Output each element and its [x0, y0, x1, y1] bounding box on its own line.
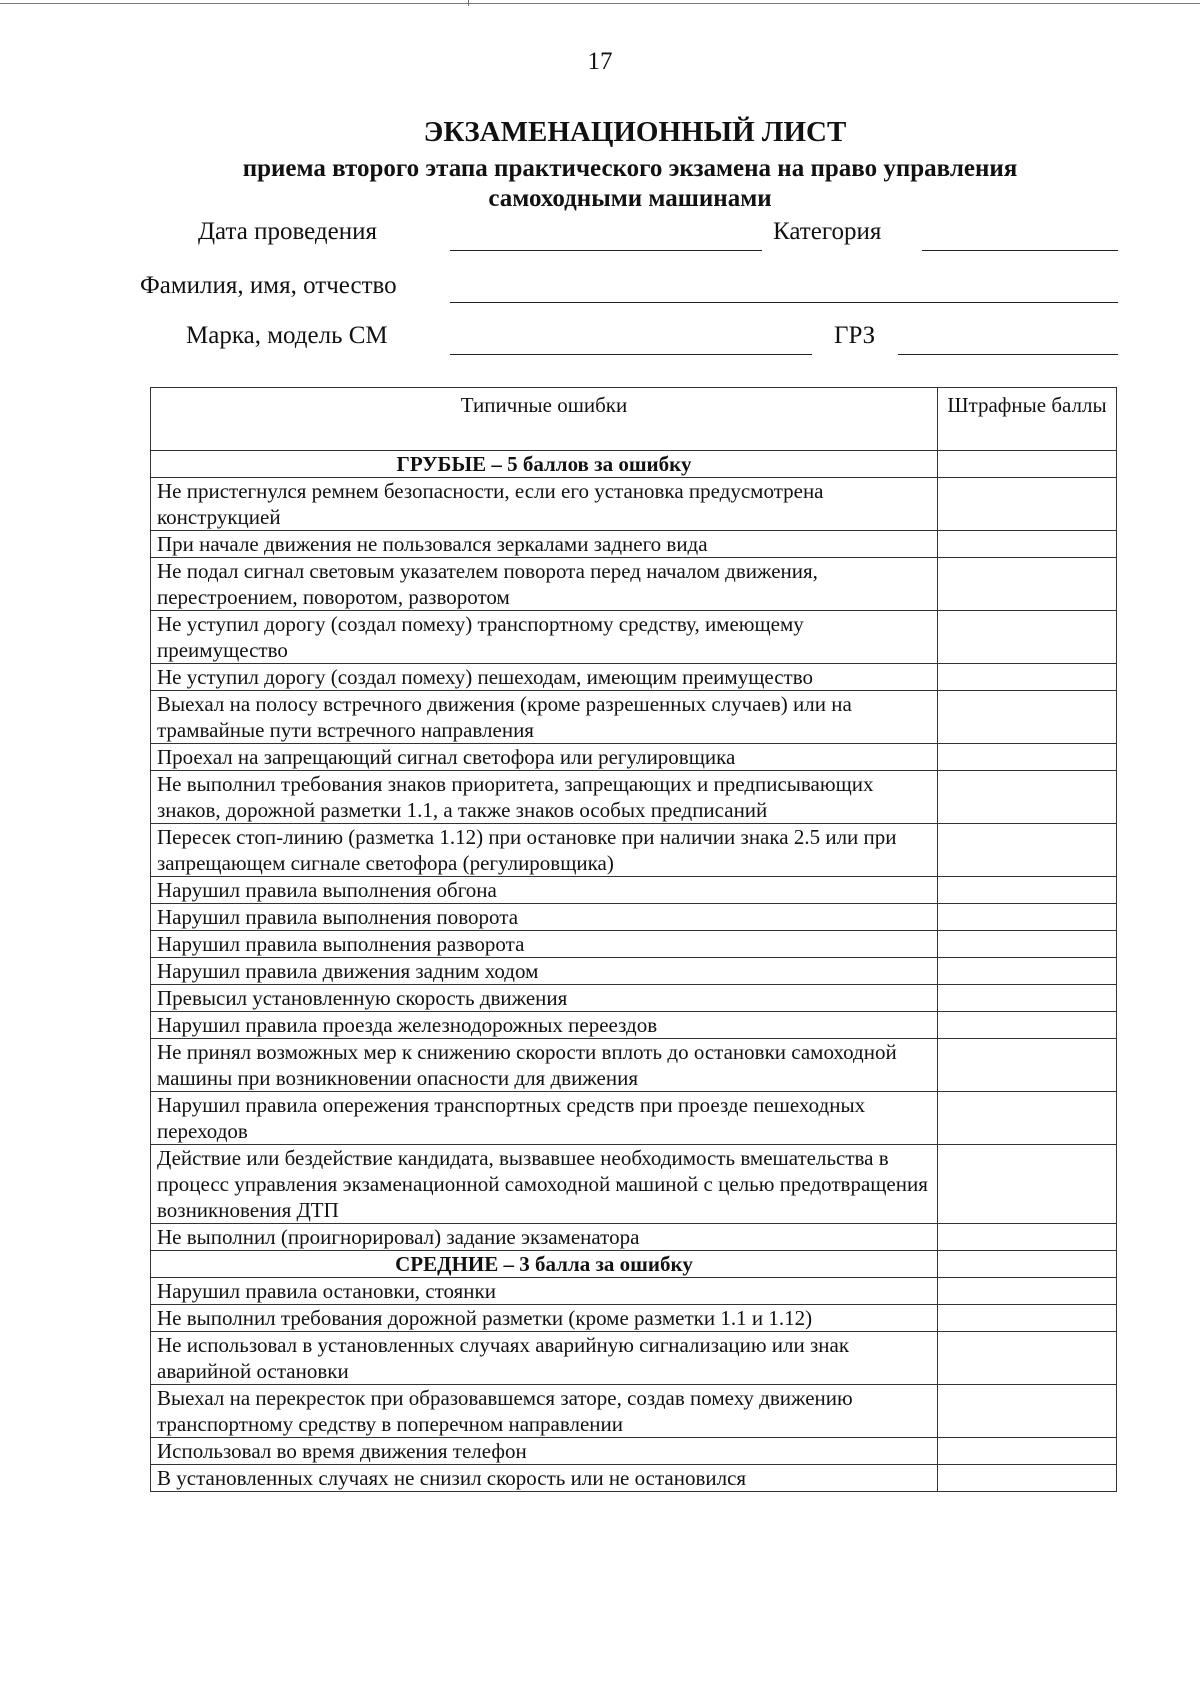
penalty-points-cell[interactable]: [937, 1278, 1116, 1305]
table-row: [151, 1465, 1117, 1492]
error-description: Нарушил правила выполнения разворота: [151, 931, 938, 958]
penalty-points-cell[interactable]: [937, 611, 1116, 664]
table-row: [151, 1278, 1117, 1305]
table-row: [151, 931, 1117, 958]
errors-table: [150, 387, 1117, 1492]
document-subtitle: [180, 154, 1080, 214]
error-description: Нарушил правила движения задним ходом: [151, 958, 938, 985]
table-row: [151, 824, 1117, 877]
error-description: Превысил установленную скорость движения: [151, 985, 938, 1012]
error-description: При начале движения не пользовался зеркалами заднего вида: [151, 531, 938, 558]
penalty-points-cell[interactable]: [937, 771, 1116, 824]
error-description: Не пристегнулся ремнем безопасности, если его установка предусмотрена конструкцией: [151, 478, 938, 531]
table-row: [151, 1039, 1117, 1092]
error-description: Нарушил правила проезда железнодорожных переездов: [151, 1012, 938, 1039]
table-row: [151, 771, 1117, 824]
table-header-row: [151, 388, 1117, 451]
penalty-points-cell[interactable]: [937, 904, 1116, 931]
header-typical-errors: Типичные ошибки: [151, 388, 938, 451]
penalty-points-cell[interactable]: [937, 691, 1116, 744]
penalty-points-cell[interactable]: [937, 1224, 1116, 1251]
table-row: [151, 1305, 1117, 1332]
penalty-points-cell[interactable]: [937, 1332, 1116, 1385]
table-row: [151, 958, 1117, 985]
section-title: СРЕДНИЕ – 3 балла за ошибку: [151, 1251, 938, 1278]
error-description: Нарушил правила выполнения поворота: [151, 904, 938, 931]
error-description: Нарушил правила выполнения обгона: [151, 877, 938, 904]
table-row: [151, 904, 1117, 931]
penalty-points-cell[interactable]: [937, 958, 1116, 985]
subtitle-line-1: приема второго этапа практического экзамена на право управления: [242, 155, 1018, 182]
table-row: [151, 611, 1117, 664]
table-row: [151, 1145, 1117, 1224]
document-title: ЭКЗАМЕНАЦИОННЫЙ ЛИСТ: [423, 116, 847, 148]
penalty-points-cell[interactable]: [937, 1305, 1116, 1332]
error-description: Не выполнил требования знаков приоритета, запрещающих и предписывающих знаков, дорожной разметки 1.1, а также знаков особых предписаний: [151, 771, 938, 824]
table-row: [151, 985, 1117, 1012]
header-penalty-points: Штрафные баллы: [937, 388, 1116, 451]
penalty-points-cell[interactable]: [937, 1012, 1116, 1039]
error-description: Выехал на полосу встречного движения (кроме разрешенных случаев) или на трамвайные пути встречного направления: [151, 691, 938, 744]
table-row: [151, 744, 1117, 771]
penalty-points-cell[interactable]: [937, 1385, 1116, 1438]
table-row: [151, 1332, 1117, 1385]
name-field-line[interactable]: [450, 302, 1118, 303]
top-edge-line: [0, 3, 1200, 4]
section-row: [151, 451, 1117, 478]
date-label: Дата проведения: [198, 218, 377, 245]
table-row: [151, 877, 1117, 904]
penalty-points-cell[interactable]: [937, 1438, 1116, 1465]
section-title: ГРУБЫЕ – 5 баллов за ошибку: [151, 451, 938, 478]
penalty-points-cell[interactable]: [937, 824, 1116, 877]
penalty-points-cell[interactable]: [937, 985, 1116, 1012]
error-description: Нарушил правила остановки, стоянки: [151, 1278, 938, 1305]
model-field-line[interactable]: [450, 354, 812, 355]
error-description: Не использовал в установленных случаях аварийную сигнализацию или знак аварийной остановки: [151, 1332, 938, 1385]
error-description: Не уступил дорогу (создал помеху) пешеходам, имеющим преимущество: [151, 664, 938, 691]
error-description: Проехал на запрещающий сигнал светофора или регулировщика: [151, 744, 938, 771]
error-description: В установленных случаях не снизил скорость или не остановился: [151, 1465, 938, 1492]
table-row: [151, 478, 1117, 531]
penalty-points-cell[interactable]: [937, 664, 1116, 691]
error-description: Не подал сигнал световым указателем поворота перед началом движения, перестроением, поворотом, разворотом: [151, 558, 938, 611]
name-label: Фамилия, имя, отчество: [140, 272, 397, 299]
error-description: Использовал во время движения телефон: [151, 1438, 938, 1465]
grz-field-line[interactable]: [898, 354, 1118, 355]
category-label: Категория: [773, 218, 882, 245]
grz-label: ГРЗ: [834, 322, 876, 349]
section-points-cell: [937, 1251, 1116, 1278]
table-row: [151, 1438, 1117, 1465]
error-description: Нарушил правила опережения транспортных средств при проезде пешеходных переходов: [151, 1092, 938, 1145]
section-row: [151, 1251, 1117, 1278]
penalty-points-cell[interactable]: [937, 1039, 1116, 1092]
penalty-points-cell[interactable]: [937, 1145, 1116, 1224]
error-description: Действие или бездействие кандидата, вызвавшее необходимость вмешательства в процесс управления экзаменационной самоходной машиной с целью предотвращения возникновения ДТП: [151, 1145, 938, 1224]
section-points-cell: [937, 451, 1116, 478]
penalty-points-cell[interactable]: [937, 931, 1116, 958]
error-description: Не выполнил (проигнорировал) задание экзаменатора: [151, 1224, 938, 1251]
penalty-points-cell[interactable]: [937, 877, 1116, 904]
top-edge-tick: [468, 0, 469, 6]
penalty-points-cell[interactable]: [937, 478, 1116, 531]
penalty-points-cell[interactable]: [937, 1092, 1116, 1145]
table-row: [151, 664, 1117, 691]
penalty-points-cell[interactable]: [937, 1465, 1116, 1492]
penalty-points-cell[interactable]: [937, 531, 1116, 558]
table-row: [151, 1224, 1117, 1251]
page-number: 17: [587, 48, 613, 75]
error-description: Пересек стоп-линию (разметка 1.12) при остановке при наличии знака 2.5 или при запрещающем сигнале светофора (регулировщика): [151, 824, 938, 877]
date-field-line[interactable]: [450, 250, 762, 251]
error-description: Не уступил дорогу (создал помеху) транспортному средству, имеющему преимущество: [151, 611, 938, 664]
model-label: Марка, модель СМ: [186, 322, 388, 349]
error-description: Не выполнил требования дорожной разметки (кроме разметки 1.1 и 1.12): [151, 1305, 938, 1332]
table-row: [151, 1092, 1117, 1145]
table-row: [151, 691, 1117, 744]
error-description: Не принял возможных мер к снижению скорости вплоть до остановки самоходной машины при возникновении опасности для движения: [151, 1039, 938, 1092]
error-description: Выехал на перекресток при образовавшемся заторе, создав помеху движению транспортному средству в поперечном направлении: [151, 1385, 938, 1438]
penalty-points-cell[interactable]: [937, 744, 1116, 771]
table-row: [151, 558, 1117, 611]
table-row: [151, 1012, 1117, 1039]
category-field-line[interactable]: [922, 250, 1118, 251]
table-row: [151, 1385, 1117, 1438]
subtitle-line-2: самоходными машинами: [488, 185, 772, 212]
table-row: [151, 531, 1117, 558]
penalty-points-cell[interactable]: [937, 558, 1116, 611]
